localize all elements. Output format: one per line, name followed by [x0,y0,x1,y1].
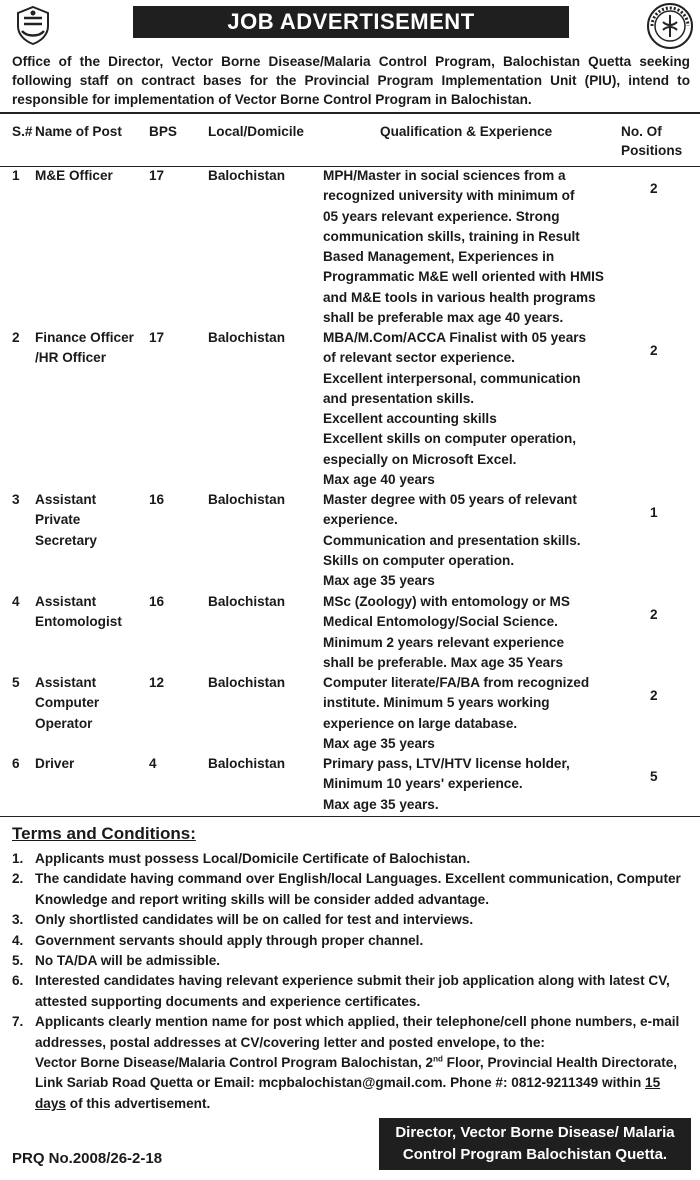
intro-line: following staff on contract bases for the Provincial Program Implementation Unit (PIU), intend to [12,73,690,88]
qualification-line: MPH/Master in social sciences from a [323,168,566,183]
health-department-seal-logo [646,2,694,50]
prq-number: PRQ No.2008/26-2-18 [12,1150,163,1167]
qualification-line: Programmatic M&E well oriented with HMIS [323,269,604,285]
header-domicile: Local/Domicile [208,124,304,139]
terms-list [12,849,692,1114]
address-text: of this advertisement. [65,1095,211,1111]
row-qualification [323,490,623,591]
row-positions: 2 [650,343,658,358]
post-line: /HR Officer [35,350,107,366]
term-item [12,849,692,869]
director-line: Director, Vector Borne Disease/ Malaria [395,1124,675,1141]
qualification-line: especially on Microsoft Excel. [323,451,517,467]
address-line [35,1094,692,1114]
row-post [35,673,147,734]
qualification-line: Excellent interpersonal, communication [323,370,581,386]
term-item [12,910,692,930]
term-number: 4. [12,932,24,948]
qualification-line: MSc (Zoology) with entomology or MS [323,594,570,609]
post-line: Assistant [35,492,97,507]
qualification-line: experience. [323,512,398,528]
header-sn: S.# [12,124,33,139]
qualification-line: Skills on computer operation. [323,552,515,568]
row-bps: 17 [149,330,165,345]
qualification-line: and M&E tools in various health programs [323,289,596,305]
header-positions-line1: No. Of [621,124,662,139]
term-number: 6. [12,973,24,989]
qualification-line: institute. Minimum 5 years working [323,695,550,711]
row-domicile: Balochistan [208,492,286,507]
row-domicile: Balochistan [208,675,286,690]
row-post [35,754,147,774]
term-item [12,869,692,910]
post-line: Private [35,512,81,528]
term-number: 7. [12,1014,24,1030]
row-bps: 16 [149,594,165,609]
table-header [0,112,700,167]
row-qualification [323,673,623,754]
header-positions [621,122,682,160]
term-line: addresses, postal addresses at CV/covering letter and posted envelope, to the: [35,1034,545,1050]
qualification-line: Max age 35 years [323,735,435,751]
row-bps: 17 [149,168,165,183]
term-item [12,1012,692,1114]
qualification-line: Excellent accounting skills [323,411,497,427]
post-line: Driver [35,756,75,771]
term-line: Interested candidates having relevant experience submit their job application along with latest CV, [35,973,670,989]
qualification-line: experience on large database. [323,715,518,731]
post-line: Computer [35,695,100,711]
row-sn: 2 [12,330,20,345]
qualification-line: of relevant sector experience. [323,350,515,366]
header-qualification: Qualification & Experience [380,124,553,139]
address-text: Link Sariab Road Quetta or Email: mcpbalochistan@gmail.com. Phone #: 0812-9211349 within [35,1075,646,1091]
intro-line: Office of the Director, Vector Borne Disease/Malaria Control Program, Balochistan Quetta seeking [12,54,690,69]
post-line: Operator [35,715,93,731]
row-post [35,166,147,186]
qualification-line: Max age 40 years [323,472,435,488]
qualification-line: Master degree with 05 years of relevant [323,492,577,507]
term-line: Applicants must possess Local/Domicile Certificate of Balochistan. [35,851,471,866]
post-line: M&E Officer [35,168,113,183]
row-qualification [323,166,623,328]
row-sn: 1 [12,168,20,183]
term-number: 2. [12,871,24,887]
term-number: 3. [12,912,24,928]
row-bps: 16 [149,492,165,507]
qualification-line: and presentation skills. [323,390,475,406]
term-line: No TA/DA will be admissible. [35,953,221,969]
director-line: Control Program Balochistan Quetta. [402,1146,668,1163]
section-divider [0,816,700,817]
post-line: Assistant [35,675,97,690]
intro-paragraph [12,52,690,109]
row-qualification [323,592,623,673]
qualification-line: Computer literate/FA/BA from recognized [323,675,590,690]
row-positions: 2 [650,607,658,622]
row-post [35,592,147,633]
term-item [12,931,692,951]
term-item [12,971,692,1012]
row-sn: 6 [12,756,20,771]
term-item [12,951,692,971]
term-line: Only shortlisted candidates will be on called for test and interviews. [35,912,474,928]
row-post [35,490,147,551]
term-line: Applicants clearly mention name for post which applied, their telephone/cell phone numbers, e-mail [35,1014,680,1030]
row-bps: 12 [149,675,165,690]
floor-suffix: nd [433,1054,443,1064]
row-positions: 5 [650,769,658,784]
term-line: Government servants should apply through proper channel. [35,932,424,948]
terms-title: Terms and Conditions: [12,824,196,843]
director-signature-box [379,1118,691,1170]
deadline-days-number: 15 [645,1075,661,1091]
row-domicile: Balochistan [208,594,286,609]
row-qualification [323,328,623,490]
intro-line: responsible for implementation of Vector Borne Control Program in Balochistan. [12,92,532,107]
qualification-line: Max age 35 years [323,573,435,589]
qualification-line: recognized university with minimum of [323,188,575,204]
term-number: 1. [12,851,24,866]
qualification-line: Communication and presentation skills. [323,532,581,548]
government-emblem-logo [12,4,54,46]
qualification-line: shall be preferable. Max age 35 Years [323,654,564,670]
row-positions: 1 [650,505,658,520]
qualification-line: Medical Entomology/Social Science. [323,614,558,630]
address-line [35,1073,692,1093]
row-bps: 4 [149,756,157,771]
qualification-line: Excellent skills on computer operation, [323,431,577,447]
header-post: Name of Post [35,124,122,139]
row-sn: 4 [12,594,20,609]
qualification-line: Based Management, Experiences in [323,249,555,265]
row-positions: 2 [650,688,658,703]
qualification-line: Minimum 2 years relevant experience [323,634,565,650]
qualification-line: shall be preferable max age 40 years. [323,310,564,326]
post-line: Entomologist [35,614,122,630]
header-bps: BPS [149,124,177,139]
term-line: Knowledge and report writing skills will be consider added advantage. [35,891,489,907]
row-sn: 5 [12,675,20,690]
qualification-line: Minimum 10 years' experience. [323,776,523,792]
qualification-line: MBA/M.Com/ACCA Finalist with 05 years [323,330,587,345]
qualification-line: 05 years relevant experience. Strong [323,208,560,224]
row-domicile: Balochistan [208,168,286,183]
row-sn: 3 [12,492,20,507]
row-post [35,328,147,369]
header-positions-line2: Positions [621,143,683,158]
qualification-line: Max age 35 years. [323,796,439,812]
term-line: attested supporting documents and experience certificates. [35,993,421,1009]
advertisement-title: JOB ADVERTISEMENT [133,6,569,38]
row-positions: 2 [650,181,658,196]
row-domicile: Balochistan [208,330,286,345]
row-qualification [323,754,623,815]
qualification-line: communication skills, training in Result [323,228,580,244]
post-line: Finance Officer [35,330,134,345]
post-line: Secretary [35,532,97,548]
qualification-line: Primary pass, LTV/HTV license holder, [323,756,570,771]
term-line: The candidate having command over English/local Languages. Excellent communication, Computer [35,871,681,887]
term-number: 5. [12,953,24,969]
address-text: Floor, Provincial Health Directorate, [442,1055,678,1071]
address-text: Vector Borne Disease/Malaria Control Program Balochistan, 2 [35,1055,434,1071]
deadline-days-word: days [35,1095,66,1111]
address-line [35,1053,692,1073]
row-domicile: Balochistan [208,756,286,771]
post-line: Assistant [35,594,97,609]
